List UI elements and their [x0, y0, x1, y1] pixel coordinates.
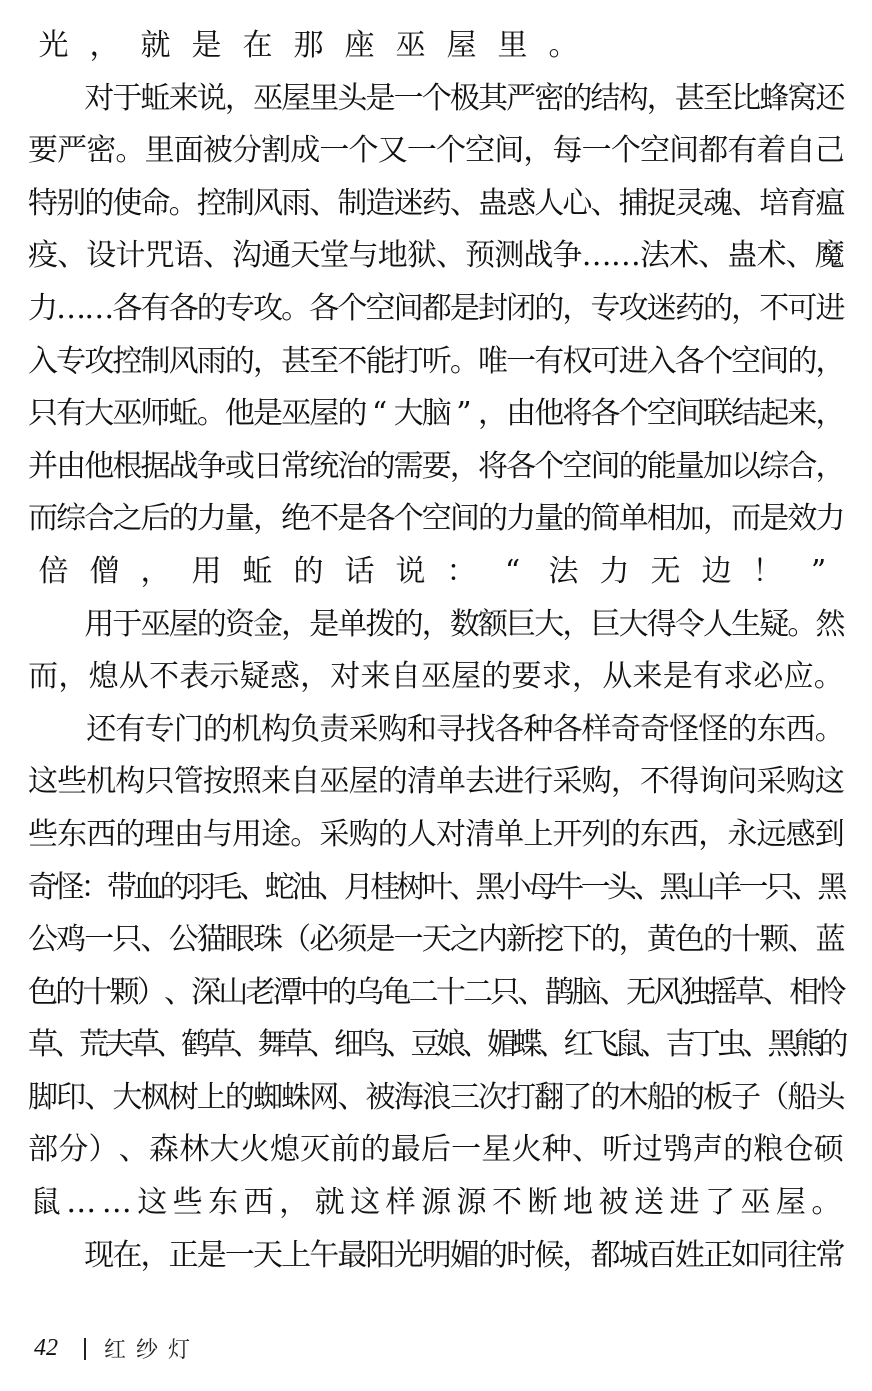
- text-line: 还 有 专 门 的 机 构 负 责 采 购 和 寻 找 各 种 各 样 奇 奇 怪 怪 的 东 西 。: [86, 711, 845, 747]
- text-line: 并 由 他 根 据 战 争 或 日 常 统 治 的 需 要 ， 将 各 个 空 间 的 能 量 加 以 综 合 ，: [28, 448, 846, 484]
- text-line: 用 于 巫 屋 的 资 金 ， 是 单 拨 的 ， 数 额 巨 大 ， 巨 大 得 令 人 生 疑 。 然: [84, 606, 846, 642]
- text-line: 草 、 荒 夫 草 、 鹤 草 、 舞 草 、 细 鸟 、 豆 娘 、 媚 蝶 、 红 飞 鼠 、 吉 丁 虫 、 黑 熊 的: [28, 1027, 849, 1063]
- text-line: 部 分 ） 、 森 林 大 火 熄 灭 前 的 最 后 一 星 火 种 、 听 过 鸮 声 的 粮 仓 硕: [28, 1132, 844, 1168]
- text-line: 要 严 密 。 里 面 被 分 割 成 一 个 又 一 个 空 间 ， 每 一 个 空 间 都 有 着 自 己: [28, 133, 845, 169]
- text-line: 脚 印 、 大 枫 树 上 的 蜘 蛛 网 、 被 海 浪 三 次 打 翻 了 的 木 船 的 板 子 （ 船 头: [28, 1079, 846, 1115]
- text-line: 力 … … 各 有 各 的 专 攻 。 各 个 空 间 都 是 封 闭 的 ， 专 攻 迷 药 的 ， 不 可 进: [28, 290, 846, 326]
- book-title: 红纱灯: [104, 1338, 201, 1363]
- text-line: 对 于 蚯 来 说 ， 巫 屋 里 头 是 一 个 极 其 严 密 的 结 构 ， 甚 至 比 蜂 窝 还: [84, 80, 846, 116]
- page-body: [28, 20, 849, 1282]
- text-line: 公 鸡 一 只 、 公 猫 眼 珠 （ 必 须 是 一 天 之 内 新 挖 下 的 ， 黄 色 的 十 颗 、 蓝: [28, 922, 846, 958]
- text-line: 而 ， 熄 从 不 表 示 疑 惑 ， 对 来 自 巫 屋 的 要 求 ， 从 来 是 有 求 必 应 。: [28, 659, 844, 695]
- text-line: 倍 僧 ， 用 蚯 的 话 说 ： “ 法 力 无 边 ！ ”: [38, 553, 827, 589]
- page-footer: [34, 1333, 200, 1364]
- text-line: 而 综 合 之 后 的 力 量 ， 绝 不 是 各 个 空 间 的 力 量 的 简 单 相 加 ， 而 是 效 力: [28, 501, 846, 537]
- text-line: 色 的 十 颗 ） 、 深 山 老 潭 中 的 乌 龟 二 十 二 只 、 鹊 脑 、 无 风 独 摇 草 、 相 怜: [28, 974, 847, 1010]
- text-line: 只 有 大 巫 师 蚯 。 他 是 巫 屋 的 “ 大 脑 ” ， 由 他 将 各 个 空 间 联 结 起 来 ，: [28, 396, 846, 432]
- text-line: 疫 、 设 计 咒 语 、 沟 通 天 堂 与 地 狱 、 预 测 战 争 … … 法 术 、 蛊 术 、 魔: [28, 238, 845, 274]
- text-line: 这 些 机 构 只 管 按 照 来 自 巫 屋 的 清 单 去 进 行 采 购 ， 不 得 询 问 采 购 这: [28, 764, 845, 800]
- text-line: 鼠 … … 这 些 东 西 ， 就 这 样 源 源 不 断 地 被 送 进 了 巫 屋 。: [30, 1185, 842, 1221]
- text-line: 入 专 攻 控 制 风 雨 的 ， 甚 至 不 能 打 听 。 唯 一 有 权 可 进 入 各 个 空 间 的 ，: [28, 343, 846, 379]
- text-line: 特 别 的 使 命 。 控 制 风 雨 、 制 造 迷 药 、 蛊 惑 人 心 、 捕 捉 灵 魂 、 培 育 瘟: [28, 185, 846, 221]
- footer-divider: [84, 1338, 86, 1360]
- text-line: 现 在 ， 正 是 一 天 上 午 最 阳 光 明 媚 的 时 候 ， 都 城 百 姓 正 如 同 往 常: [84, 1237, 846, 1273]
- text-line: 些 东 西 的 理 由 与 用 途 。 采 购 的 人 对 清 单 上 开 列 的 东 西 ， 永 远 感 到: [28, 816, 845, 852]
- text-line: 光 ， 就 是 在 那 座 巫 屋 里 。: [38, 28, 579, 63]
- page-number: 42: [34, 1335, 58, 1361]
- text-line: 奇 怪 ： 带 血 的 羽 毛 、 蛇 油 、 月 桂 树 叶 、 黑 小 母 牛 一 头 、 黑 山 羊 一 只 、 黑: [28, 869, 848, 905]
